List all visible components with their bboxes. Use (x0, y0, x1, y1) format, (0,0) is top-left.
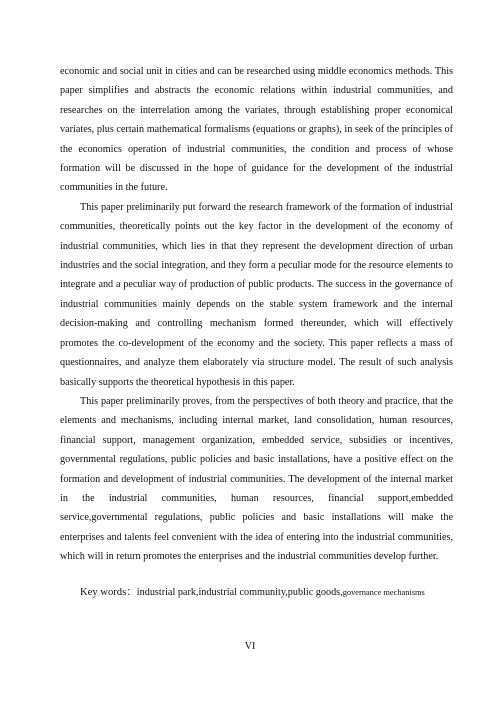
paragraph-continuation: economic and social unit in cities and can be researched using middle economics methods. This paper simplifies and abstracts the economic relations within industrial communities, and researches on the interrelation among the variates, through establishing proper economical variates, plus certain mathematical formalisms (equations or graphs), in seek of the principles of the economics operation of industrial communities, the condition and process of whose formation will be discussed in the hope of guidance for the development of the industrial communities in the future. (60, 66, 453, 194)
keywords-label: Key words： (80, 586, 137, 598)
paragraph-research-framework: This paper preliminarily put forward the research framework of the formation of industrial communities, theoretically points out the key factor in the development of the economy of industrial communities, which lies in that they represent the development direction of urban industries and the social integration, and they form a peculiar mode for the resource elements to integrate and a peculiar way of production of public products. The success in the governance of industrial communities mainly depends on the stable system framework and the internal decision-making and controlling mechanism formed thereunder, which will effectively promotes the co-development of the economy and the society. This paper reflects a mass of questionnaires, and analyze them elaborately via structure model. The result of such analysis basically supports the theoretical hypothesis in this paper. (60, 201, 453, 388)
page-number: VI (244, 641, 256, 652)
paragraph-findings: This paper preliminarily proves, from the perspectives of both theory and practice, that the elements and mechanisms, including internal market, land consolidation, human resources, financial support, management organization, embedded service, subsidies or incentives, governmental regulations, public policies and basic installations, have a positive effect on the formation and development of industrial communities. The development of the internal market in the industrial communities, human resources, financial support,embedded service,governmental regulations, public policies and basic installations will make the enterprises and talents feel convenient with the idea of entering into the industrial communities, which will in return promotes the enterprises and the industrial communities develop further. (60, 395, 453, 563)
keywords-terms-small: governance mechanisms (342, 587, 425, 597)
keywords-terms: industrial park,industrial community,public goods, (136, 586, 343, 598)
keywords-line (80, 583, 453, 602)
document-body (60, 62, 453, 602)
